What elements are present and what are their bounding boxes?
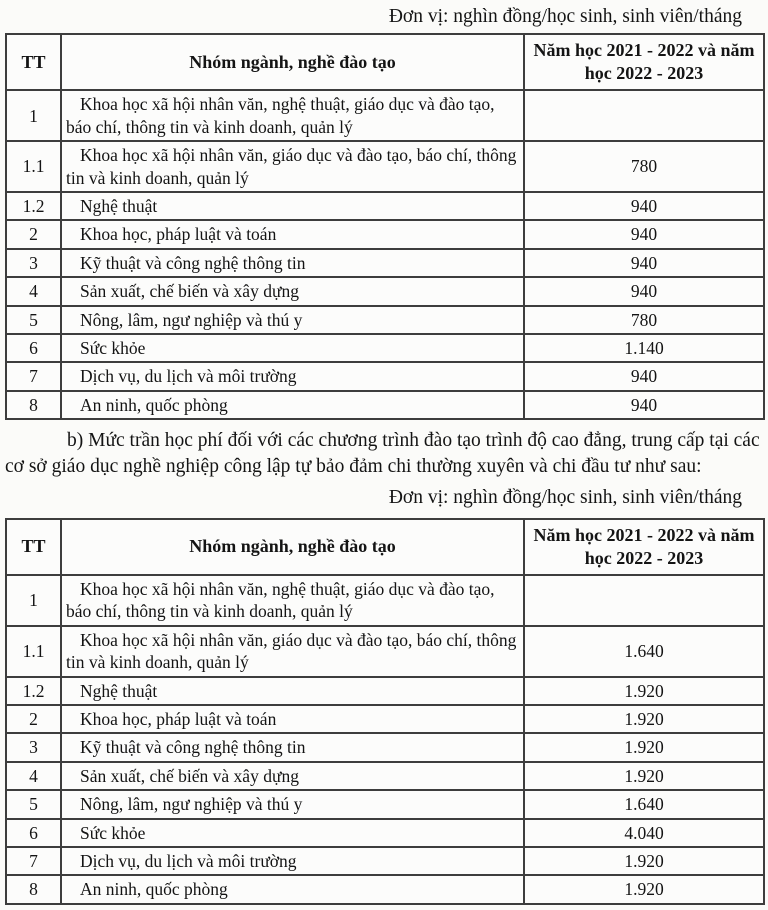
row-tt: 5 xyxy=(6,790,61,818)
row-name: An ninh, quốc phòng xyxy=(61,391,524,419)
header-group-name: Nhóm ngành, nghề đào tạo xyxy=(61,34,524,90)
table-row xyxy=(6,847,764,875)
row-value xyxy=(524,575,764,626)
header-group-name: Nhóm ngành, nghề đào tạo xyxy=(61,519,524,575)
row-tt: 2 xyxy=(6,705,61,733)
row-name: Dịch vụ, du lịch và môi trường xyxy=(61,847,524,875)
header-year-value: Năm học 2021 - 2022 và năm học 2022 - 2023 xyxy=(524,519,764,575)
row-value: 940 xyxy=(524,249,764,277)
row-value: 1.920 xyxy=(524,762,764,790)
row-value: 1.920 xyxy=(524,733,764,761)
row-value: 780 xyxy=(524,306,764,334)
row-tt: 7 xyxy=(6,362,61,390)
table-row xyxy=(6,762,764,790)
table-row xyxy=(6,306,764,334)
table-row xyxy=(6,819,764,847)
table-row xyxy=(6,220,764,248)
table-row xyxy=(6,249,764,277)
header-tt: TT xyxy=(6,519,61,575)
row-tt: 1.2 xyxy=(6,677,61,705)
fee-table-intermediate xyxy=(5,33,765,420)
header-tt: TT xyxy=(6,34,61,90)
row-value: 1.920 xyxy=(524,847,764,875)
row-value: 940 xyxy=(524,391,764,419)
row-name: Khoa học xã hội nhân văn, giáo dục và đào tạo, báo chí, thông tin và kinh doanh, quản lý xyxy=(61,141,524,192)
row-tt: 1.1 xyxy=(6,626,61,677)
row-tt: 4 xyxy=(6,277,61,305)
row-value: 1.140 xyxy=(524,334,764,362)
row-value: 1.640 xyxy=(524,626,764,677)
row-value: 1.920 xyxy=(524,677,764,705)
table-row xyxy=(6,90,764,141)
table-row xyxy=(6,875,764,903)
row-tt: 3 xyxy=(6,249,61,277)
row-tt: 8 xyxy=(6,391,61,419)
row-tt: 6 xyxy=(6,334,61,362)
row-name: Nghệ thuật xyxy=(61,192,524,220)
row-value: 1.920 xyxy=(524,705,764,733)
row-tt: 1.2 xyxy=(6,192,61,220)
row-name: Sức khỏe xyxy=(61,334,524,362)
table-row xyxy=(6,192,764,220)
row-name: Nghệ thuật xyxy=(61,677,524,705)
row-name: Kỹ thuật và công nghệ thông tin xyxy=(61,733,524,761)
row-tt: 1 xyxy=(6,575,61,626)
row-tt: 4 xyxy=(6,762,61,790)
row-name: Khoa học xã hội nhân văn, nghệ thuật, giáo dục và đào tạo, báo chí, thông tin và kinh doanh, quản lý xyxy=(61,575,524,626)
table-row xyxy=(6,733,764,761)
row-value: 4.040 xyxy=(524,819,764,847)
table-row xyxy=(6,391,764,419)
table-row xyxy=(6,790,764,818)
row-tt: 1 xyxy=(6,90,61,141)
table-header-row xyxy=(6,519,764,575)
row-name: Sức khỏe xyxy=(61,819,524,847)
row-value: 940 xyxy=(524,277,764,305)
unit-label-top: Đơn vị: nghìn đồng/học sinh, sinh viên/tháng xyxy=(388,6,742,27)
row-tt: 7 xyxy=(6,847,61,875)
paragraph-section-b: b) Mức trần học phí đối với các chương trình đào tạo trình độ cao đẳng, trung cấp tại các cơ sở giáo dục nghề nghiệp công lập tự bảo đảm chi thường xuyên và chi đầu tư như sau: xyxy=(5,430,760,477)
table-row xyxy=(6,677,764,705)
row-name: Nông, lâm, ngư nghiệp và thú y xyxy=(61,790,524,818)
table-row xyxy=(6,575,764,626)
table-header-row xyxy=(6,34,764,90)
row-name: Khoa học xã hội nhân văn, giáo dục và đào tạo, báo chí, thông tin và kinh doanh, quản lý xyxy=(61,626,524,677)
row-value: 780 xyxy=(524,141,764,192)
row-name: Sản xuất, chế biến và xây dựng xyxy=(61,762,524,790)
row-tt: 8 xyxy=(6,875,61,903)
row-name: Nông, lâm, ngư nghiệp và thú y xyxy=(61,306,524,334)
table-row xyxy=(6,362,764,390)
row-tt: 5 xyxy=(6,306,61,334)
unit-label-middle: Đơn vị: nghìn đồng/học sinh, sinh viên/tháng xyxy=(388,486,742,508)
table-row xyxy=(6,334,764,362)
row-value: 940 xyxy=(524,192,764,220)
row-value: 940 xyxy=(524,362,764,390)
table-row xyxy=(6,141,764,192)
row-name: Khoa học xã hội nhân văn, nghệ thuật, giáo dục và đào tạo, báo chí, thông tin và kinh doanh, quản lý xyxy=(61,90,524,141)
row-tt: 6 xyxy=(6,819,61,847)
row-value: 1.920 xyxy=(524,875,764,903)
row-name: Sản xuất, chế biến và xây dựng xyxy=(61,277,524,305)
table-row xyxy=(6,626,764,677)
row-value: 940 xyxy=(524,220,764,248)
table-row xyxy=(6,705,764,733)
row-name: Khoa học, pháp luật và toán xyxy=(61,705,524,733)
row-value: 1.640 xyxy=(524,790,764,818)
row-value xyxy=(524,90,764,141)
row-name: Dịch vụ, du lịch và môi trường xyxy=(61,362,524,390)
row-name: Khoa học, pháp luật và toán xyxy=(61,220,524,248)
row-tt: 1.1 xyxy=(6,141,61,192)
row-name: An ninh, quốc phòng xyxy=(61,875,524,903)
header-year-value: Năm học 2021 - 2022 và năm học 2022 - 2023 xyxy=(524,34,764,90)
row-name: Kỹ thuật và công nghệ thông tin xyxy=(61,249,524,277)
row-tt: 3 xyxy=(6,733,61,761)
row-tt: 2 xyxy=(6,220,61,248)
fee-table-college xyxy=(5,518,765,905)
table-row xyxy=(6,277,764,305)
